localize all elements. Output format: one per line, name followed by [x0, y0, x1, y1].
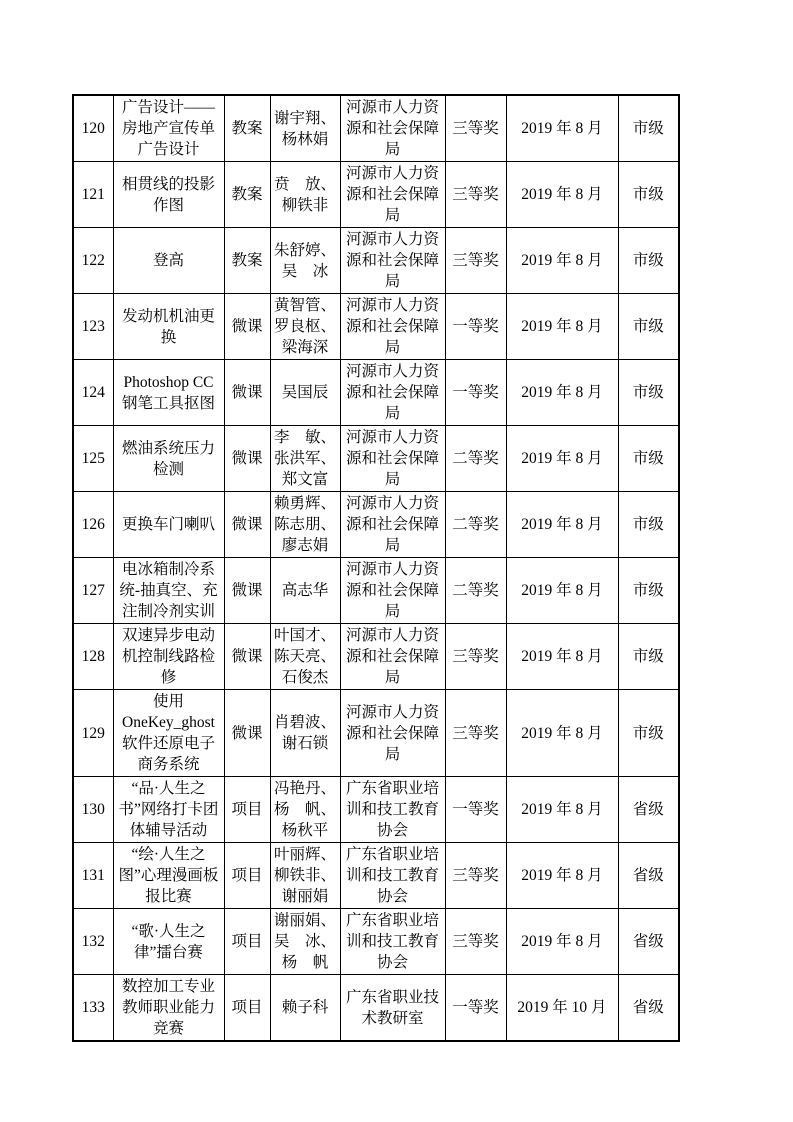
cell-date: 2019 年 8 月 [506, 690, 618, 777]
cell-organization: 河源市人力资源和社会保障局 [340, 228, 445, 294]
cell-number: 131 [73, 843, 113, 909]
cell-type: 微课 [224, 426, 270, 492]
awards-table [72, 94, 680, 1042]
cell-authors: 谢宇翔、杨林娟 [270, 95, 340, 162]
cell-level: 省级 [618, 909, 679, 975]
cell-title: 发动机机油更换 [113, 294, 224, 360]
cell-title: 登高 [113, 228, 224, 294]
cell-type: 微课 [224, 624, 270, 690]
cell-organization: 河源市人力资源和社会保障局 [340, 492, 445, 558]
cell-type: 项目 [224, 843, 270, 909]
cell-date: 2019 年 8 月 [506, 909, 618, 975]
cell-type: 教案 [224, 162, 270, 228]
cell-title: “品·人生之书”网络打卡团体辅导活动 [113, 777, 224, 843]
cell-organization: 广东省职业培训和技工教育协会 [340, 777, 445, 843]
table-row [73, 975, 679, 1042]
table-row [73, 624, 679, 690]
cell-authors: 冯艳丹、杨 帆、杨秋平 [270, 777, 340, 843]
cell-date: 2019 年 8 月 [506, 162, 618, 228]
cell-type: 教案 [224, 228, 270, 294]
cell-date: 2019 年 8 月 [506, 360, 618, 426]
cell-authors: 肖碧波、谢石锁 [270, 690, 340, 777]
table-row [73, 426, 679, 492]
cell-title: Photoshop CC 钢笔工具抠图 [113, 360, 224, 426]
cell-number: 125 [73, 426, 113, 492]
cell-award: 三等奖 [445, 909, 506, 975]
cell-title: 双速异步电动机控制线路检修 [113, 624, 224, 690]
cell-title: 广告设计——房地产宣传单广告设计 [113, 95, 224, 162]
table-row [73, 492, 679, 558]
table-row [73, 777, 679, 843]
table-row [73, 294, 679, 360]
cell-title: “歌·人生之律”擂台赛 [113, 909, 224, 975]
cell-organization: 河源市人力资源和社会保障局 [340, 690, 445, 777]
cell-authors: 吴国辰 [270, 360, 340, 426]
cell-date: 2019 年 8 月 [506, 624, 618, 690]
table-row [73, 909, 679, 975]
cell-date: 2019 年 8 月 [506, 294, 618, 360]
cell-type: 微课 [224, 360, 270, 426]
cell-award: 二等奖 [445, 492, 506, 558]
cell-organization: 河源市人力资源和社会保障局 [340, 426, 445, 492]
cell-number: 127 [73, 558, 113, 624]
cell-title: 使用 OneKey_ghost 软件还原电子商务系统 [113, 690, 224, 777]
cell-award: 一等奖 [445, 777, 506, 843]
cell-award: 三等奖 [445, 843, 506, 909]
cell-authors: 黄智管、罗良枢、梁海深 [270, 294, 340, 360]
cell-award: 二等奖 [445, 426, 506, 492]
cell-organization: 广东省职业技术教研室 [340, 975, 445, 1042]
cell-number: 120 [73, 95, 113, 162]
cell-award: 三等奖 [445, 690, 506, 777]
cell-organization: 河源市人力资源和社会保障局 [340, 624, 445, 690]
cell-date: 2019 年 8 月 [506, 843, 618, 909]
cell-level: 省级 [618, 975, 679, 1042]
table-row [73, 690, 679, 777]
cell-title: 数控加工专业教师职业能力竞赛 [113, 975, 224, 1042]
cell-authors: 李 敏、张洪军、郑文富 [270, 426, 340, 492]
cell-title: 相贯线的投影作图 [113, 162, 224, 228]
cell-authors: 贲 放、柳铁非 [270, 162, 340, 228]
cell-type: 微课 [224, 294, 270, 360]
cell-authors: 赖勇辉、陈志朋、廖志娟 [270, 492, 340, 558]
cell-type: 教案 [224, 95, 270, 162]
cell-number: 129 [73, 690, 113, 777]
cell-date: 2019 年 8 月 [506, 492, 618, 558]
cell-organization: 河源市人力资源和社会保障局 [340, 162, 445, 228]
cell-type: 项目 [224, 777, 270, 843]
cell-level: 省级 [618, 843, 679, 909]
cell-level: 市级 [618, 162, 679, 228]
cell-organization: 河源市人力资源和社会保障局 [340, 95, 445, 162]
cell-award: 一等奖 [445, 294, 506, 360]
cell-type: 微课 [224, 558, 270, 624]
cell-level: 市级 [618, 426, 679, 492]
cell-number: 132 [73, 909, 113, 975]
cell-number: 126 [73, 492, 113, 558]
cell-award: 三等奖 [445, 162, 506, 228]
cell-type: 项目 [224, 975, 270, 1042]
cell-level: 市级 [618, 624, 679, 690]
table-row [73, 95, 679, 162]
cell-organization: 河源市人力资源和社会保障局 [340, 294, 445, 360]
cell-title: 更换车门喇叭 [113, 492, 224, 558]
cell-level: 市级 [618, 294, 679, 360]
cell-type: 微课 [224, 492, 270, 558]
cell-type: 微课 [224, 690, 270, 777]
cell-award: 三等奖 [445, 624, 506, 690]
cell-type: 项目 [224, 909, 270, 975]
cell-number: 128 [73, 624, 113, 690]
table-row [73, 360, 679, 426]
cell-organization: 广东省职业培训和技工教育协会 [340, 909, 445, 975]
cell-organization: 河源市人力资源和社会保障局 [340, 360, 445, 426]
cell-authors: 谢丽娟、吴 冰、杨 帆 [270, 909, 340, 975]
cell-level: 省级 [618, 777, 679, 843]
cell-title: “绘·人生之图”心理漫画板报比赛 [113, 843, 224, 909]
cell-level: 市级 [618, 360, 679, 426]
cell-organization: 河源市人力资源和社会保障局 [340, 558, 445, 624]
cell-level: 市级 [618, 492, 679, 558]
cell-authors: 叶国才、陈天亮、石俊杰 [270, 624, 340, 690]
cell-number: 124 [73, 360, 113, 426]
cell-number: 123 [73, 294, 113, 360]
cell-organization: 广东省职业培训和技工教育协会 [340, 843, 445, 909]
cell-authors: 朱舒婷、吴 冰 [270, 228, 340, 294]
cell-number: 122 [73, 228, 113, 294]
cell-authors: 叶丽辉、柳铁非、谢丽娟 [270, 843, 340, 909]
cell-level: 市级 [618, 558, 679, 624]
cell-award: 二等奖 [445, 558, 506, 624]
cell-level: 市级 [618, 228, 679, 294]
cell-level: 市级 [618, 690, 679, 777]
cell-title: 电冰箱制冷系统-抽真空、充注制冷剂实训 [113, 558, 224, 624]
table-row [73, 228, 679, 294]
cell-award: 三等奖 [445, 95, 506, 162]
cell-date: 2019 年 10 月 [506, 975, 618, 1042]
cell-award: 一等奖 [445, 360, 506, 426]
cell-authors: 高志华 [270, 558, 340, 624]
cell-number: 133 [73, 975, 113, 1042]
cell-authors: 赖子科 [270, 975, 340, 1042]
cell-award: 一等奖 [445, 975, 506, 1042]
cell-number: 121 [73, 162, 113, 228]
cell-title: 燃油系统压力检测 [113, 426, 224, 492]
table-row [73, 843, 679, 909]
cell-date: 2019 年 8 月 [506, 95, 618, 162]
cell-award: 三等奖 [445, 228, 506, 294]
cell-date: 2019 年 8 月 [506, 228, 618, 294]
cell-date: 2019 年 8 月 [506, 558, 618, 624]
cell-level: 市级 [618, 95, 679, 162]
cell-date: 2019 年 8 月 [506, 426, 618, 492]
cell-number: 130 [73, 777, 113, 843]
table-row [73, 162, 679, 228]
cell-date: 2019 年 8 月 [506, 777, 618, 843]
table-row [73, 558, 679, 624]
